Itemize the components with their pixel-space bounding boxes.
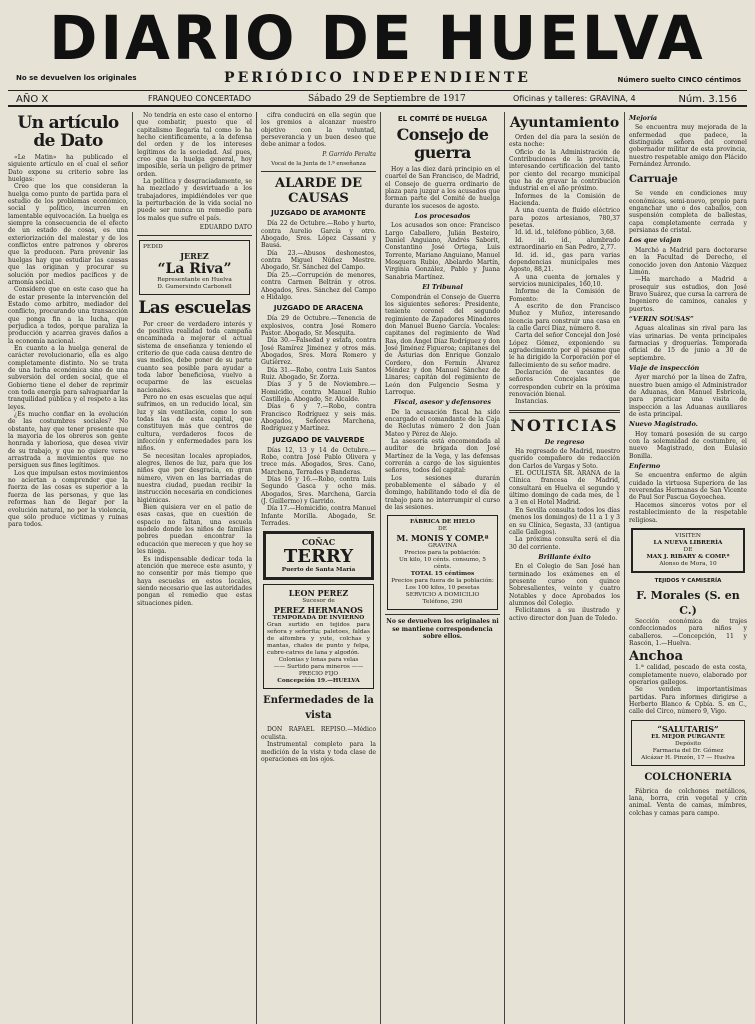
ad-line: Depósito (675, 740, 701, 747)
paragraph: ¿Es mucho confiar en la evolución de las costumbres sociales? No obstante, hay que tener presente que la mayoría de los obreros son gente honrada y laboriosa, que desea vivir de su trabajo, y que no quiere verse arrastrada a movimientos que no persiguen sus fines legítimos. (8, 411, 128, 470)
article-columns (8, 112, 747, 1024)
paragraph: Se vende en condiciones muy económicas, semi-nuevo, propio para enganchar uno o dos caballos, con suspensión completa de ballestas, capa completamente cerrada y persianas de cristal. (629, 190, 747, 235)
divider (385, 614, 500, 615)
ad-brand: “La Riva” (157, 260, 232, 277)
paragraph: EL OCULISTA SR. ARANA de la Clínica francesa de Madrid, consultará en Huelva el segundo y último domingo de cada mes, de 1 a 3 en el Hotel Madrid. (509, 470, 620, 507)
subheading: TEJIDOS Y CAMISERÍA (654, 577, 722, 584)
ad-brand: “SALUTARIS” (657, 723, 719, 734)
paragraph: Ayer marchó por la línea de Zafra, nuestro buen amigo el Administrador de Aduanas, don Manuel Esbrícola, para practicar una visita de inspección a las Aduanas auxiliares de esta principal. (629, 374, 747, 419)
subheading: Brillante éxito (538, 552, 591, 561)
ad-line: PRECIO FIJO (298, 671, 339, 678)
ad-brand: PEREZ HERMANOS (274, 605, 363, 616)
paragraph: «Le Matin» ha publicado el siguiente artículo en el cual el señor Dato expone su criterio sobre las huelgas: (8, 154, 128, 184)
ad-line: FÁBRICA DE HIELO (409, 519, 476, 526)
subheading: De regreso (544, 437, 585, 446)
subheading: Los que viajan (629, 236, 682, 245)
paragraph: Id. id. id., teléfono público, 3,68. (515, 229, 616, 237)
ad-line: TOTAL 15 céntimos (410, 571, 475, 578)
ad-top-label: PEDID (143, 243, 163, 250)
subheading: JUZGADO DE AYAMONTE (271, 209, 366, 218)
ad-line: Colonias y lonas para velas (278, 657, 359, 664)
paragraph: Día 29 de Octubre.—Tenencia de explosivos, contra José Romero Pastor. Abogado, Sr. Mesquita. (261, 315, 376, 337)
signature: EDUARDO DATO (199, 224, 252, 232)
paragraph: Los que impulsan estos movimientos no aciertan a comprender que la fuerza de las cosas es superior a la fuerza de las personas, y que las reformas han de llegar por la evolución natural, no por la violencia, que sólo produce víctimas y ruinas para todos. (8, 469, 128, 529)
ad-line: D. Gumersindo Carbonell (157, 283, 232, 290)
paragraph: 1.ª calidad, pescado de esta costa, completamente nuevo, elaborado por operarios gallegos. (629, 664, 747, 686)
issue-date: Sábado 29 de Septiembre de 1917 (308, 94, 466, 104)
paragraph: Declaración de vacantes de señores Concejales que corresponden cubrir en la próxima renovación bienal. (509, 369, 620, 399)
ad-salutaris (631, 720, 745, 766)
paragraph: Días 3 y 5 de Noviembre.—Homicidio, contra Manuel Rubio Castilleja. Abogado, Sr. Alcalde. (261, 381, 376, 403)
ad-brand: TERRY (283, 546, 354, 568)
paragraph: A escrito de don Francisco Muñoz y Muñoz, interesando licencia para construir una casa en la calle Garcí Díaz, número 8. (509, 302, 620, 332)
headline-articulo-dato: Un artículo de Dato (17, 113, 119, 151)
ad-line: Sucesor de (302, 598, 335, 605)
paragraph: De la acusación fiscal ha sido encargado el comandante de la Caja de Reclutas número 2 don Juan Mateo y Pérez de Alejo. (385, 408, 500, 438)
paragraph: Informe de la Comisión de Fomento: (509, 288, 620, 303)
paragraph: Aguas alcalinas sin rival para las vías urinarias. De venta principales farmacias y droguerías. Temporada oficial de 15 de junio a 30 de septiembre. (629, 325, 747, 362)
paragraph: Orden del día para la sesión de esta noche: (509, 134, 620, 149)
newspaper-title: DIARIO DE HUELVA (49, 2, 706, 74)
ad-line: Alcázar H. Pinzón, 17 — Huelva (641, 754, 735, 761)
signature-title: Vocal de la Junta de I.ª enseñanza (271, 161, 366, 168)
divider (509, 410, 620, 413)
headline-noticias: NOTICIAS (510, 415, 619, 435)
ad-line: VISITEN (675, 532, 701, 539)
column-1 (8, 112, 132, 1024)
ad-line: Precios para la población: (404, 550, 481, 557)
paragraph: Creo que los que consideran la huelga como punto de partida para el estudio de los problemas económico, social y político, incurren en lamentable equivocación. La huelga es siempre la consecuencia de el efecto de un estado de cosas, es una exteriorización del malestar y de los conflictos entre patronos y obreros que la producen. Para prevenir las huelgas hay que estudiar las causas que las originan y procurar su solución por medios pacíficos y de armonía social. (8, 183, 128, 286)
ad-line: LEON PEREZ (288, 588, 349, 599)
paragraph: Sección económica de trajes confeccionados para niños y caballeros. —Concepción, 11 y Rascón, 1.—Huelva. (629, 617, 747, 647)
ad-line: GRAVINA (428, 543, 457, 550)
paragraph: Marchó a Madrid para doctorarse en la Facultad de Derecho, el conocido joven don Antonio Vázquez Limón. (629, 246, 747, 276)
column-3 (256, 112, 380, 1024)
ad-line: COÑAC (301, 537, 336, 548)
ad-line: EL MEJOR PURGANTE (651, 733, 725, 740)
paragraph: Hoy tomará posesión de su cargo con la solemnidad de costumbre, el nuevo Magistrado, don Eulasio Bonilla. (629, 430, 747, 460)
column-4 (380, 112, 504, 1024)
subheading: El Tribunal (422, 283, 463, 292)
originals-footer: No se devuelven los originales ni se mantiene correspondencia sobre ellos. (386, 618, 499, 641)
divider (261, 171, 376, 172)
paragraph: Por creer de verdadero interés y de positiva realidad toda campaña encaminada a mejorar el actual sistema de enseñanza y teniendo el criterio de que cada causa dentro de sus medios, debe poner de su parte cuanto sea posible para ayudar a toda labor beneficiosa, vuelvo a ocuparme de las escuelas nacionales. (137, 320, 252, 394)
paragraph: Día 23.—Abusos deshonestos, contra Miguel Núñez Mestre. Abogado, Sr. Sánchez del Campo. (261, 249, 376, 272)
paragraph: Id. id. id., gas para varias dependencias municipales mes Agosto, 88,21. (509, 251, 620, 274)
paragraph: Día 31.—Robo, contra Luis Santos Ruiz. Abogado, Sr. Zorza. (261, 366, 376, 381)
paragraph: DON RAFAEL REPISO.—Médico oculista. (261, 726, 376, 741)
paragraph: A una cuenta de jornales y servicios municipales, 160,10. (509, 273, 620, 288)
subheading: EL COMITÉ DE HUELGA (397, 115, 488, 123)
ad-brand: Anchoa (629, 649, 683, 665)
paragraph: Compondrán el Consejo de Guerra los siguientes señores: Presidente, teniente coronel del segundo regimiento de Zapadores Minadores don Manuel Bueno García. Vocales: capitanes del regimiento de Wad Ras, don Ángel Díaz Rodríguez y don José Jiménez Figueroa; capitanes del de Asturias don Enrique Gonzalo Cordero, don Fermín Álvarez Méndez y don Manuel Sánchez de Linares; capitán del regimiento de León don Fulgencio Sesma y Larroque. (385, 293, 500, 396)
ad-line: Teléfono, 290 (422, 599, 463, 606)
paragraph: En Sevilla consulta todos los días (menos los domingos) de 11 a 1 y 3 en su Clínica, Segasta, 33 (antigua calle Gallegos). (509, 506, 620, 536)
paragraph: Informes de la Comisión de Hacienda. (509, 192, 620, 208)
ad-line: JEREZ (180, 250, 209, 261)
signature: P. Garrido Peralta (322, 150, 376, 158)
paragraph: Pero no en esas escuelas que aquí sufrimos, en un reducido local, sin luz y sin ventilación, como lo son todas las de esta capital, que constituyen más que centros de cultura, verdaderos focos de infección y enfermedades para los niños. (137, 393, 252, 453)
paragraph: Días 12, 13 y 14 de Octubre.—Robo, contra José Pablo Olivera y trece más. Abogados, Sres. Cano, Marchena, Terrades y Banderas. (261, 446, 376, 476)
ad-line: LA NUEVA LIBRERÍA (653, 539, 723, 546)
headline-las-escuelas: Las escuelas (138, 297, 251, 318)
ad-nueva-libreria (631, 528, 745, 573)
subheading: Mejoría (629, 114, 658, 122)
subheading: Carruaje (629, 174, 678, 186)
paragraph: A una cuenta de fluido eléctrico para pozos artesianos, 780,37 pesetas. (509, 207, 620, 230)
masthead (8, 4, 747, 107)
paragraph: Bien quisiera ver en el patio de esas casas, que en cuestión de espacio no faltan, una escuela modelo donde los niños de familias pobres puedan encontrar la educación que merecen y que hoy se les niega. (137, 504, 252, 556)
subheading: Los procesados (414, 212, 471, 221)
paragraph: Los sesiones durarán probablemente el sábado y el domingo, habilitando todo el día de trabajo para no interrumpir el curso de las sesiones. (385, 474, 500, 512)
paragraph: Día 30.—Falsedad y estafa, contra José Ramírez Jiménez y otros más. Abogados, Sres. Mora Romero y Gutiérrez. (261, 337, 376, 367)
paragraph: La próxima consulta será el día 30 del corriente. (509, 536, 620, 551)
paragraph: Día 25.—Corrupción de menores, contra Carmen Beltrán y otros. Abogados, Sres. Sánchez del Campo e Hidalgo. (261, 271, 376, 301)
column-6 (624, 112, 747, 1024)
paragraph: cifra conducirá en ella según que los gremios a alcanzar nuestro objetivo con la voluntad, perseverancia y un buen deseo que debe animar a todos. (261, 112, 376, 149)
paragraph: Felicitamos a su ilustrado y activo director don Juan de Toledo. (509, 607, 620, 622)
paragraph: Ha regresado de Madrid, nuestro querido compañero de redacción don Carlos de Vargas y Soto. (509, 448, 620, 470)
paragraph: Días 6 y 7.—Robo, contra Francisco Rodríguez y seis más. Abogados, Señores Marchena, Rodríguez y Martínez. (261, 403, 376, 433)
paragraph: Se encuentra muy mejorada de la enfermedad que padece, la distinguida señora del coronel gobernador militar de esta provincia, nuestro respetable amigo don Plácido Fernández Arrondo. (629, 124, 747, 169)
paragraph: Considero que en este caso que ha de estar presente la intervención del Estado como arbitro, mediador del conflicto, procurando una transacción que ponga fin a la lucha, que perjudica a todos, porque paraliza la producción y acarrea graves daños a la economía nacional. (8, 286, 128, 345)
divider (137, 235, 252, 236)
issue-year: AÑO X (16, 94, 49, 105)
paragraph: Se encuentra enfermo de algún cuidado la virtuosa Superiora de las reverendas Hermanas de San Vicente de Paul Sor Pascua Goyoechea. (629, 472, 747, 502)
paragraph: Hacemos sinceros votos por el restablecimiento de la respetable religiosa. (629, 501, 747, 524)
subheading: JUZGADO DE VALVERDE (272, 435, 365, 444)
ad-line: Los 100 kilos, 10 pesetas (405, 585, 480, 592)
ad-line: —— Surtido para mineros —— (273, 664, 364, 671)
paragraph: En cuanto a la huelga general de carácter revolucionario, ella es algo completamente distinto. No se trata de una lucha económica sino de una subversión del orden social, que el Gobierno tiene el deber de reprimir con toda energía para salvaguardar la tranquilidad pública y el respeto a las leyes. (8, 344, 128, 411)
paragraph: Los acusados son once: Francisco Largo Caballero, Julián Besteiro, Daniel Anguiano, Andrés Saborit, Constantino José Ortega, Luis Torrente, Mariano Anguiano, Manuel Mosquera Rubio, Abelardo Martín, Virginia González, Pablo y Juana Sanabria Martínez. (385, 222, 500, 281)
paragraph: La política y desgraciadamente, se ha mezclado y desvirtuado a los trabajadores, impidiéndoles ver que la perturbación de la vida social no puede ser nunca un remedio para los males que sufre el país. (137, 178, 252, 222)
paragraph: Oficio de la Administración de Contribuciones de la provincia, interesando certificación del tanto por ciento del recargo municipal que ha de gravar la contribución industrial en el año próximo. (509, 148, 620, 193)
paragraph: Es indispensable dedicar toda la atención que merece este asunto, y no consentir por más tiempo que haya escuelas en estos locales, siendo necesario que las autoridades pongan el remedio que estas situaciones piden. (137, 555, 252, 607)
subheading: Enfermo (629, 462, 661, 471)
paragraph: Se venden importantísimas partidas. Para informes dirigirse a Herberto Blanco & Cpbía. S. en C., calle del Circo, número 9, Vigo. (629, 686, 747, 716)
headline-consejo-de-guerra: Consejo de guerra (396, 125, 489, 162)
ad-line: TEMPORADA DE INVIERNO (272, 615, 365, 622)
ad-line: Concepción 19.—HUELVA (277, 678, 360, 685)
ad-perez-hermanos (263, 584, 374, 689)
paragraph: La asesoría está encomendada al auditor de brigada don José Martínez de la Vega, y las defensas correrán a cargo de los siguientes señores, todos del capital: (385, 438, 500, 475)
issue-number: Núm. 3.156 (678, 94, 737, 105)
price-notice: Número suelto CINCO céntimos (617, 76, 741, 84)
ad-line: Un kilo, 10 cénts. consumo, 5 cénts. (398, 557, 486, 571)
ad-line: Farmacia del Dr. Gómez (652, 747, 724, 754)
paragraph: Fábrica de colchones metálicos, lana, borra, crin vegetal y crin animal. Venta de camas, mimbres, colchas y camas para campo. (629, 787, 747, 817)
issue-info-bar (8, 90, 747, 107)
paragraph: Instrumental completo para la medición de la vista y toda clase de operaciones en los ojos. (261, 741, 376, 763)
paragraph: —Ha marchado a Madrid a prosequir sus estudios, don José Bravo Suárez, que cursa la carrera de Ingeniero de caminos, canales y puertos. (629, 276, 747, 313)
postage-label: FRANQUEO CONCERTADO (148, 94, 252, 103)
ad-line: Gran surtido en tejidos para señora y señorita; paletoes, faldas de alfombra y yute, colchas y mantas, chales de punto y felpa, cubre-catres de lana y algodón. (267, 622, 370, 657)
ad-line: Alonso de Mora, 10 (659, 560, 717, 567)
ad-line: Precios para fuera de la población: (391, 578, 494, 585)
ad-brand: MAX J. RIBARY & COMP.ª (646, 553, 730, 560)
subheading: “VERIN SOUSAS” (629, 314, 694, 323)
headline-colchoneria: COLCHONERIA (644, 771, 732, 783)
subheading: Fiscal, asesor y defensores (393, 398, 492, 407)
paragraph: En el Colegio de San José han terminado los exámenes en el presente curso con quince Sobresalientes, veinte y cuatro Notables y doce Aprobados los alumnos del Colegio. (509, 563, 620, 607)
newspaper-subtitle: PERIÓDICO INDEPENDIENTE (224, 70, 531, 86)
paragraph: Hoy a las diez dará principio en el cuartel de San Francisco, de Madrid, el Consejo de guerra ordinario de plaza para juzgar a los acusados que forman parte del Comité de huelga durante los sucesos de agosto. (385, 166, 500, 210)
paragraph: Carta del señor Concejal don José López Gómez, exponiendo su agradecimiento por el pésame que le ha dirigido la Corporación por el fallecimiento de su señor madre. (509, 332, 620, 369)
offices-label: Oficinas y talleres: GRAVINA, 4 (513, 94, 636, 103)
ad-line: SERVICIO A DOMICILIO (405, 592, 480, 599)
ad-brand: M. MONIS Y COMP.ª (396, 533, 489, 544)
column-5 (504, 112, 624, 1024)
ad-brand: F. Morales (S. en C.) (636, 588, 740, 617)
paragraph: Días 16 y 16.—Robo, contra Luis Segundo Gasca y ocho más. Abogados, Sres. Marchena, García (J. Guillermo) y Garrido. (261, 476, 376, 506)
originals-notice: No se devuelven los originales (16, 74, 137, 82)
headline-ayuntamiento: Ayuntamiento (509, 115, 620, 131)
subheading: JUZGADO DE ARACENA (273, 304, 364, 313)
ad-fabrica-hielo (387, 515, 498, 610)
ad-conac-terry (263, 531, 374, 580)
subheading: Nuevo Magistrado. (629, 420, 698, 429)
headline-enfermedades-vista: Enfermedades de la vista (263, 695, 374, 722)
paragraph: Día 17.—Homicidio, contra Manuel Infante Morilla. Abogado, Sr. Terrades. (261, 505, 376, 528)
ad-line: Representante en Huelva (157, 276, 232, 283)
subheading: Viaje de inspección (629, 363, 700, 372)
ad-line: Puerto de Santa María (281, 567, 356, 574)
headline-alarde-de-causas: ALARDE DE CAUSAS (274, 176, 362, 207)
ad-line: DE (683, 546, 693, 553)
ad-line: DE (438, 526, 447, 533)
column-2 (132, 112, 256, 1024)
paragraph: Se necesitan locales apropiados, alegres, llenos de luz, para que los niños que por desgracia, en gran número, viven en las barriadas de nuestra ciudad, puedan recibir la instrucción necesaria en condiciones higiénicas. (137, 452, 252, 504)
paragraph: No tendría en este caso el entorno que combatir, puesto que el capitalismo llegaría tal como lo ha hecho cientificamente, a la defensa del orden y de los intereses legítimos de la sociedad. Así pues, creo que la huelga general, hoy imposible, sería un peligro de primer orden. (137, 112, 252, 178)
paragraph: Id. id. id., alumbrado extraordinario en San Pedro, 2,77. (509, 236, 620, 252)
paragraph: Instancias. (515, 398, 549, 406)
paragraph: Día 22 de Octubre.—Robo y hurto, contra Aurelio García y otro. Abogado, Sres. López Cassani y Bausá. (261, 220, 376, 250)
ad-la-riva (139, 240, 250, 295)
